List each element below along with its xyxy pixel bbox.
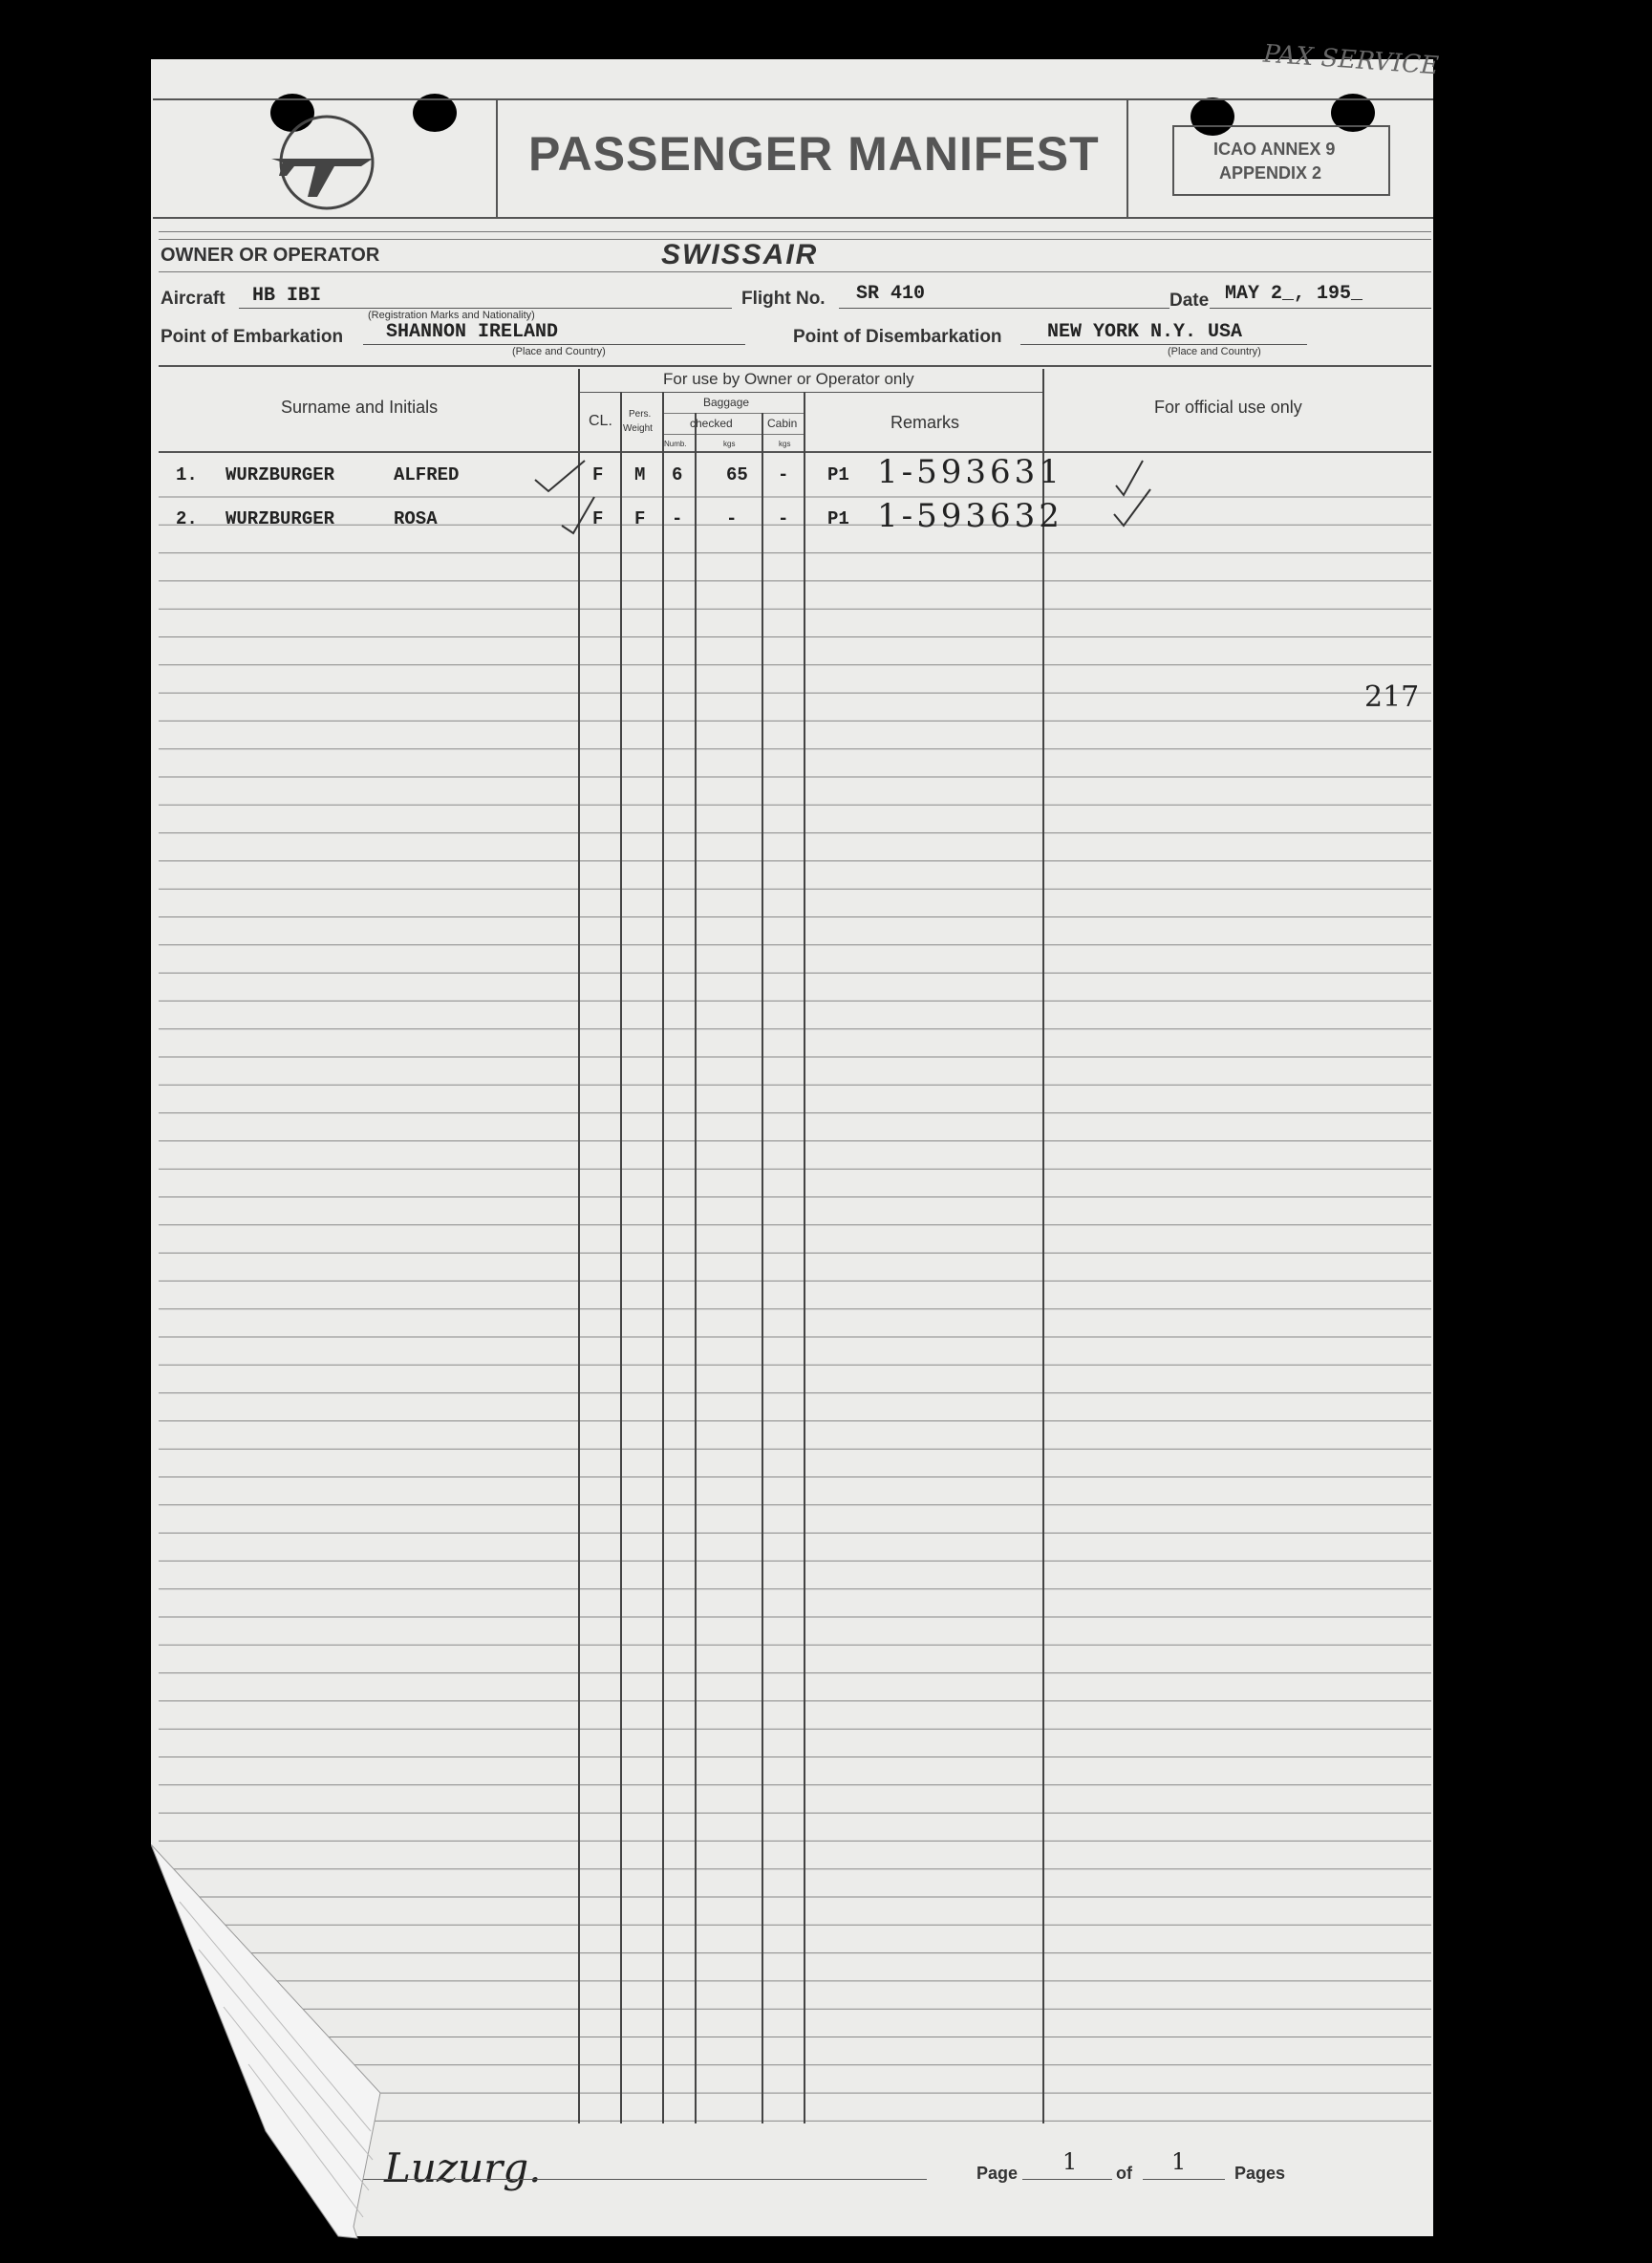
- pages-label: Pages: [1234, 2164, 1286, 2183]
- page-number: 1: [1062, 2148, 1078, 2175]
- embarkation-sublabel: (Place and Country): [512, 346, 606, 357]
- weight-header-2: Weight: [623, 423, 653, 434]
- passenger-cabin-kgs: -: [778, 508, 789, 529]
- owner-value: SWISSAIR: [661, 239, 819, 270]
- numb-header: Numb.: [664, 440, 687, 448]
- disembarkation-value: NEW YORK N.Y. USA: [1047, 321, 1243, 343]
- passenger-pers-weight: M: [634, 464, 646, 485]
- total-pages: 1: [1171, 2148, 1187, 2175]
- flight-label: Flight No.: [741, 289, 826, 309]
- corner-note: PAX SERVICE: [1262, 39, 1440, 81]
- page-title: PASSENGER MANIFEST: [528, 127, 1100, 181]
- checked-header: checked: [690, 417, 733, 430]
- passenger-baggage-count: 6: [672, 464, 683, 485]
- passenger-baggage-count: -: [672, 508, 683, 529]
- passenger-row-number: 1.: [176, 464, 198, 485]
- official-header: For official use only: [1154, 398, 1302, 417]
- disembarkation-sublabel: (Place and Country): [1168, 346, 1261, 357]
- aircraft-sublabel: (Registration Marks and Nationality): [368, 310, 535, 321]
- icao-line-2: APPENDIX 2: [1219, 163, 1322, 183]
- stamp-number: 217: [1364, 680, 1420, 714]
- cabin-header: Cabin: [767, 417, 798, 430]
- passenger-class: F: [592, 508, 604, 529]
- passenger-class: F: [592, 464, 604, 485]
- passenger-row-number: 2.: [176, 508, 198, 529]
- icao-line-1: ICAO ANNEX 9: [1213, 140, 1336, 159]
- passenger-surname: WURZBURGER: [225, 464, 335, 485]
- page-label: Page: [976, 2164, 1019, 2183]
- baggage-header: Baggage: [703, 396, 750, 409]
- passenger-ref-number: 1-593631: [877, 453, 1063, 491]
- passenger-given-name: ROSA: [394, 508, 438, 529]
- passenger-baggage-kgs: -: [726, 508, 738, 529]
- passenger-baggage-kgs: 65: [726, 464, 748, 485]
- check-mark-icon: [560, 493, 598, 535]
- passenger-surname: WURZBURGER: [225, 508, 335, 529]
- of-label: of: [1116, 2164, 1132, 2183]
- embarkation-value: SHANNON IRELAND: [386, 321, 559, 343]
- owner-label: OWNER OR OPERATOR: [161, 245, 380, 266]
- passenger-remarks: P1: [827, 464, 849, 485]
- weight-header-1: Pers.: [629, 409, 652, 420]
- check-mark-icon: [1112, 485, 1156, 529]
- kgs-header: kgs: [723, 440, 736, 448]
- flight-value: SR 410: [856, 283, 926, 305]
- cabin-kgs-header: kgs: [779, 440, 791, 448]
- passenger-given-name: ALFRED: [394, 464, 460, 485]
- passenger-pers-weight: F: [634, 508, 646, 529]
- date-label: Date: [1169, 291, 1210, 311]
- owner-use-header: For use by Owner or Operator only: [663, 370, 914, 388]
- folded-corner: [151, 1844, 476, 2246]
- passenger-ref-number: 1-593632: [877, 497, 1063, 535]
- remarks-header: Remarks: [890, 413, 960, 432]
- passenger-remarks: P1: [827, 508, 849, 529]
- signature: Luzurg.: [384, 2144, 542, 2191]
- aircraft-label: Aircraft: [161, 289, 225, 309]
- embarkation-label: Point of Embarkation: [161, 327, 344, 347]
- disembarkation-label: Point of Disembarkation: [793, 327, 1002, 347]
- cl-header: CL.: [589, 413, 612, 429]
- date-value: MAY 2_, 195_: [1225, 283, 1363, 305]
- aircraft-value: HB IBI: [252, 285, 322, 307]
- passenger-cabin-kgs: -: [778, 464, 789, 485]
- check-mark-icon: [531, 457, 589, 495]
- name-header: Surname and Initials: [281, 398, 439, 417]
